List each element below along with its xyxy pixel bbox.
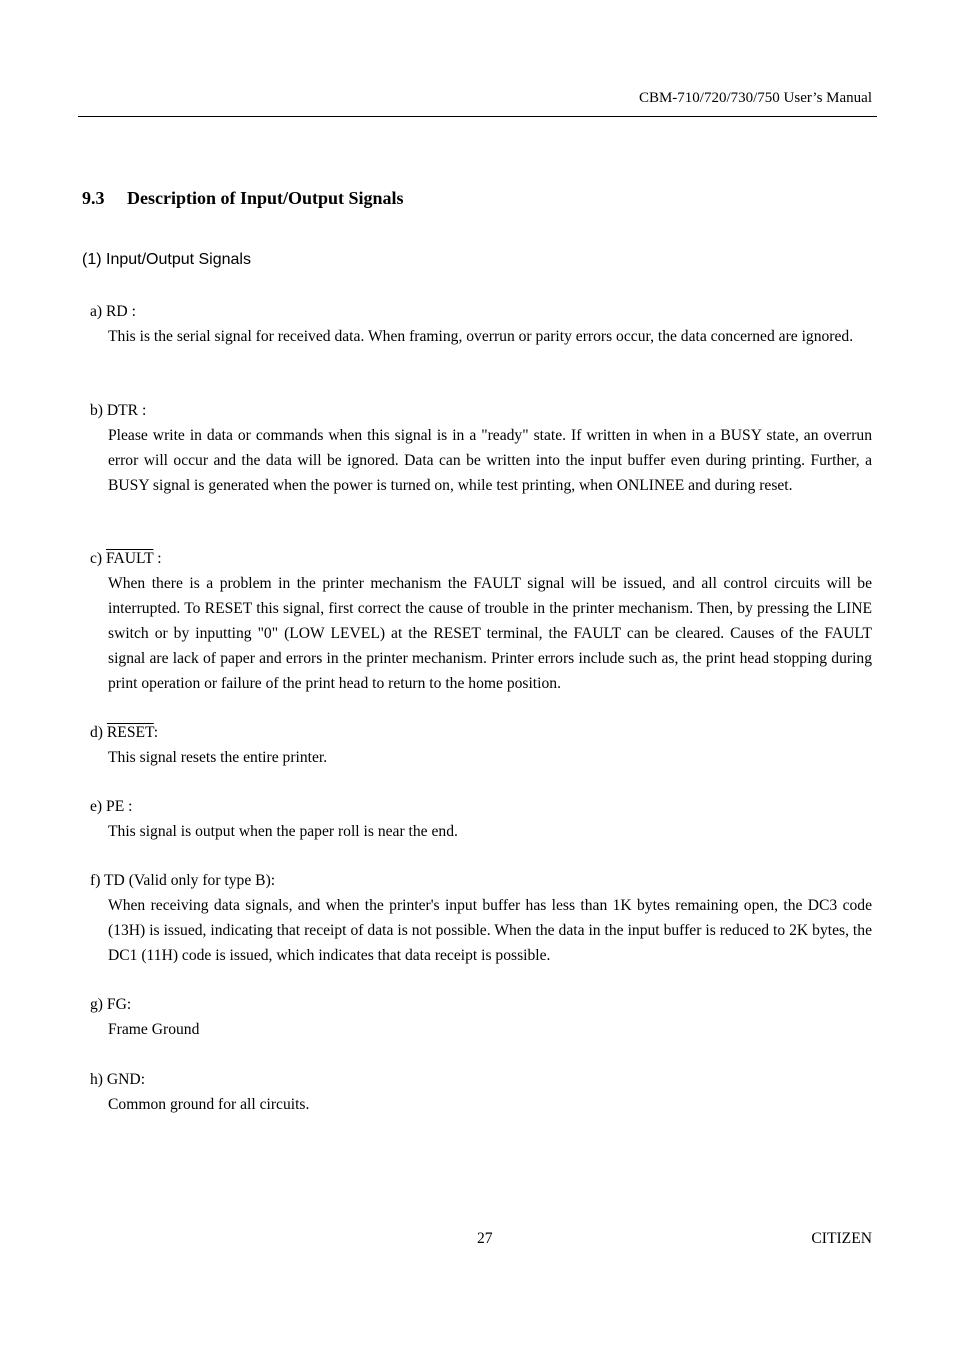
signal-name: PE [106, 798, 125, 815]
signal-item-fg [90, 993, 872, 1043]
header-rule [78, 116, 877, 117]
signal-suffix: (Valid only for type B): [124, 872, 276, 889]
signal-name: RESET [106, 724, 154, 741]
signal-label [90, 547, 872, 572]
signal-item-rd [90, 300, 872, 350]
page-number: 27 [477, 1230, 493, 1247]
signal-description: This is the serial signal for received data. When framing, overrun or parity errors occur, the data concerned are ignored. [108, 327, 854, 345]
signal-description: Please write in data or commands when this signal is in a "ready" state. If written in when in a BUSY state, an overrun error will occur and the data will be ignored. Data can be written into the input buffer even during printing. Further, a BUSY signal is generated when the power is turned on, while test printing, when ONLINEE and during reset. [108, 426, 872, 494]
signal-description: Frame Ground [108, 1020, 200, 1038]
signal-prefix: d) [90, 724, 107, 741]
signal-description: When receiving data signals, and when the printer's input buffer has less than 1K bytes remaining open, the DC3 code (13H) is issued, indicating that receipt of data is not possible. When the data in the input buffer is reduced to 2K bytes, the DC1 (11H) code is issued, which indicates that data receipt is possible. [108, 896, 872, 964]
page-header: CBM-710/720/730/750 User’s Manual [638, 90, 872, 106]
signal-suffix: : [124, 798, 133, 815]
signal-suffix: : [140, 1071, 146, 1088]
signal-prefix: f) [90, 872, 105, 889]
section-number: 9.3 [82, 188, 105, 208]
signal-prefix: b) [90, 402, 107, 419]
signal-label [90, 993, 872, 1018]
signal-label [90, 795, 872, 820]
signal-label [90, 300, 872, 325]
subsection-title: (1) Input/Output Signals [82, 251, 251, 268]
signal-prefix: e) [90, 798, 107, 815]
signal-item-td [90, 869, 872, 969]
signal-name: TD [104, 872, 125, 889]
signal-label [90, 399, 872, 424]
signal-description: This signal is output when the paper roll is near the end. [108, 822, 458, 840]
section-title [82, 188, 404, 209]
signal-name: DTR [106, 402, 139, 419]
signal-description: Common ground for all circuits. [108, 1095, 310, 1113]
signal-suffix: : [153, 550, 162, 567]
signal-suffix: : [126, 996, 132, 1013]
signal-suffix: : [138, 402, 147, 419]
signal-description: When there is a problem in the printer mechanism the FAULT signal will be issued, and all control circuits will be interrupted. To RESET this signal, first correct the cause of trouble in the printer mechanism. Then, by pressing the LINE switch or by inputting "0" (LOW LEVEL) at the RESET terminal, the FAULT can be cleared. Causes of the FAULT signal are lack of paper and errors in the printer mechanism. Printer errors include such as, the print head stopping during print operation or failure of the print head to return to the home position. [108, 574, 872, 692]
signal-item-gnd [90, 1068, 872, 1118]
signal-prefix: a) [90, 303, 107, 320]
signal-prefix: g) [90, 996, 107, 1013]
footer-brand: CITIZEN [811, 1230, 872, 1247]
signal-item-fault [90, 547, 872, 696]
signal-item-pe [90, 795, 872, 845]
signal-name: GND [106, 1071, 141, 1088]
signal-prefix: h) [90, 1071, 107, 1088]
signal-description: This signal resets the entire printer. [108, 748, 328, 766]
signal-name: FAULT [106, 550, 154, 567]
signal-suffix: : [153, 724, 159, 741]
signal-label [90, 869, 872, 894]
signal-item-dtr [90, 399, 872, 499]
signal-name: RD [106, 303, 128, 320]
signal-name: FG [106, 996, 127, 1013]
signal-label [90, 1068, 872, 1093]
signal-item-reset [90, 721, 872, 771]
signal-prefix: c) [90, 550, 107, 567]
signal-suffix: : [127, 303, 136, 320]
section-title-text: Description of Input/Output Signals [127, 188, 404, 208]
signal-label [90, 721, 872, 746]
